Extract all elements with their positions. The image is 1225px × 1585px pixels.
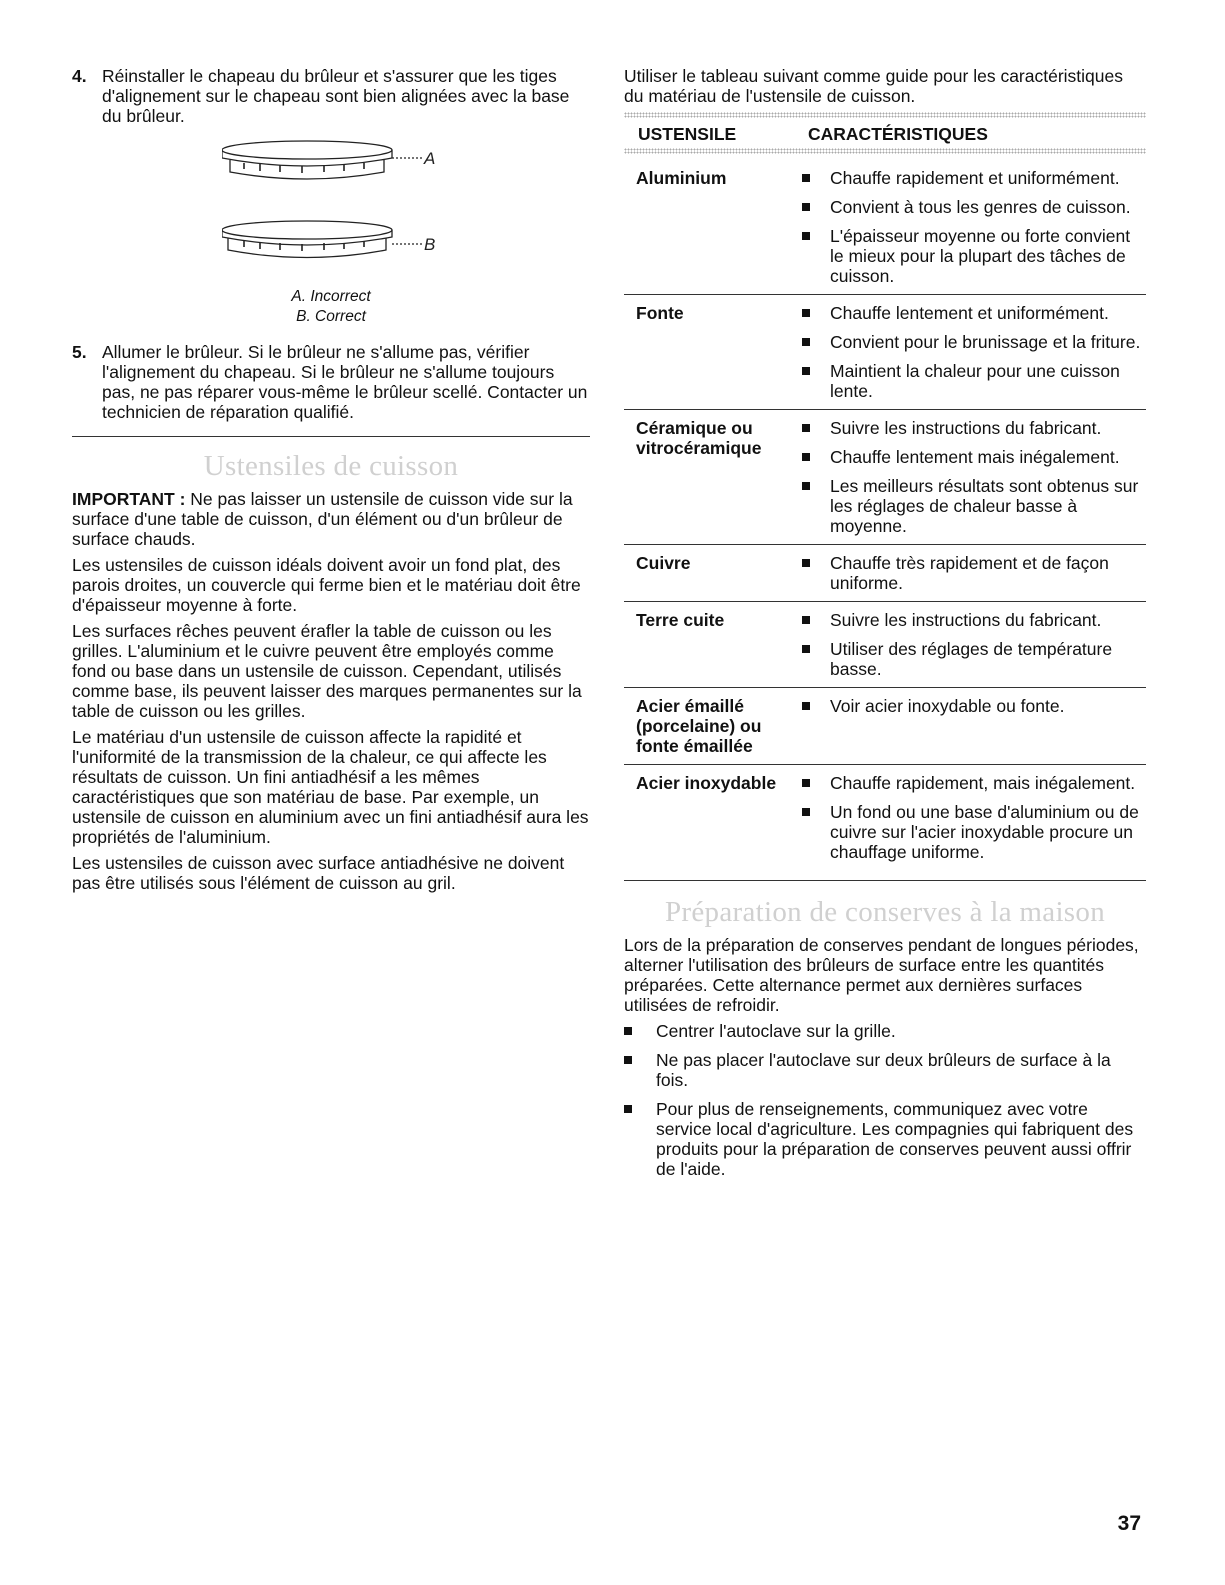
dotted-rule <box>624 148 1146 154</box>
table-intro: Utiliser le tableau suivant comme guide pour les caractéristiques du matériau de l'ustensile de cuisson. <box>624 66 1123 106</box>
bullet-icon <box>624 1027 632 1035</box>
left-column <box>72 66 590 899</box>
step-number: 5. <box>72 342 87 362</box>
table-row <box>624 295 1146 410</box>
canning-intro: Lors de la préparation de conserves pendant de longues périodes, alterner l'utilisation des brûleurs de surface entre les quantités préparées. Cette alternance permet aux dernières surfaces utilisées de refroidir. <box>624 935 1139 1015</box>
bullet-text: Convient à tous les genres de cuisson. <box>830 197 1131 217</box>
bullet-text: Pour plus de renseignements, communiquez avec votre service local d'agriculture. Les compagnies qui fabriquent des produits pour la préparation de conserves peuvent aussi offrir de l'aide. <box>656 1099 1134 1179</box>
cookware-section-title: Ustensiles de cuisson <box>203 450 459 482</box>
paragraph: Les ustensiles de cuisson avec surface antiadhésive ne doivent pas être utilisés sous l'élément de cuisson au gril. <box>72 853 565 893</box>
step-text: Allumer le brûleur. Si le brûleur ne s'allume pas, vérifier l'alignement du chapeau. Si le brûleur ne s'allume toujours pas, ne pas réparer vous-même le brûleur scellé. Contacter un technicien de réparation qualifié. <box>102 342 588 422</box>
step-4 <box>72 66 590 126</box>
table-row <box>624 765 1146 881</box>
bullet-icon <box>802 559 810 567</box>
list-item <box>796 696 1146 716</box>
material-name: Aluminium <box>636 168 727 188</box>
bullet-text: Convient pour le brunissage et la friture. <box>830 332 1141 352</box>
section-divider <box>72 436 590 437</box>
bullet-text: Ne pas placer l'autoclave sur deux brûleurs de surface à la fois. <box>656 1050 1111 1090</box>
material-name: Cuivre <box>636 553 691 573</box>
bullet-icon <box>802 232 810 240</box>
list-item <box>624 1099 1146 1179</box>
label-b: B <box>424 235 436 254</box>
bullet-text: Les meilleurs résultats sont obtenus sur les réglages de chaleur basse à moyenne. <box>830 476 1139 536</box>
bullet-icon <box>802 482 810 490</box>
characteristics <box>796 303 1146 401</box>
bullet-text: Chauffe lentement et uniformément. <box>830 303 1109 323</box>
bullet-icon <box>802 808 810 816</box>
bullet-text: L'épaisseur moyenne ou forte convient le mieux pour la plupart des tâches de cuisson. <box>830 226 1131 286</box>
material-name: Acier inoxydable <box>636 773 777 793</box>
bullet-text: Chauffe très rapidement et de façon uniforme. <box>830 553 1109 593</box>
list-item <box>796 639 1146 679</box>
characteristics <box>796 610 1146 679</box>
list-item <box>796 197 1146 217</box>
bullet-icon <box>802 779 810 787</box>
burner-cap-diagram <box>222 138 522 288</box>
list-item <box>796 332 1146 352</box>
caption-b: B. Correct <box>296 308 366 325</box>
dotted-rule <box>624 112 1146 118</box>
material-name: Acier émaillé (porcelaine) ou fonte émaillée <box>636 696 762 756</box>
list-item <box>624 1021 1146 1041</box>
canning-list <box>624 1021 1146 1179</box>
bullet-icon <box>802 338 810 346</box>
bullet-icon <box>802 203 810 211</box>
bullet-text: Suivre les instructions du fabricant. <box>830 418 1102 438</box>
caption-a: A. Incorrect <box>291 288 371 305</box>
bullet-icon <box>802 702 810 710</box>
paragraph: Les ustensiles de cuisson idéals doivent avoir un fond plat, des parois droites, un couvercle qui ferme bien et le matériau doit être d'épaisseur moyenne à forte. <box>72 555 581 615</box>
header-utensil: USTENSILE <box>638 124 737 144</box>
characteristics <box>796 696 1146 756</box>
characteristics <box>796 418 1146 536</box>
list-item <box>796 610 1146 630</box>
right-column <box>624 66 1146 1188</box>
table-row <box>624 410 1146 545</box>
burner-cap-figure <box>72 132 590 342</box>
list-item <box>796 303 1146 323</box>
bullet-text: Utiliser des réglages de température basse. <box>830 639 1113 679</box>
page-number: 37 <box>1117 1512 1141 1535</box>
table-row <box>624 688 1146 765</box>
bullet-icon <box>802 616 810 624</box>
list-item <box>796 447 1146 467</box>
list-item <box>624 1050 1146 1090</box>
material-name: Céramique ou vitrocéramique <box>636 418 762 458</box>
characteristics <box>796 773 1146 862</box>
bullet-text: Centrer l'autoclave sur la grille. <box>656 1021 896 1041</box>
paragraph: Le matériau d'un ustensile de cuisson affecte la rapidité et l'uniformité de la transmission de la chaleur, ce qui affecte les résultats de cuisson. Un fini antiadhésif a les mêmes caractéristiques que son matériau de base. Par exemple, un ustensile de cuisson en aluminium avec un fini antiadhésif aura les propriétés de l'aluminium. <box>72 727 589 847</box>
list-item <box>796 226 1146 286</box>
material-name: Terre cuite <box>636 610 725 630</box>
important-text: Ne pas laisser un ustensile de cuisson vide sur la surface d'une table de cuisson, d'un élément ou d'un brûleur de surface chauds. <box>72 489 573 549</box>
list-item <box>796 553 1146 593</box>
bullet-icon <box>802 453 810 461</box>
list-item <box>796 418 1146 438</box>
step-5 <box>72 342 590 422</box>
step-text: Réinstaller le chapeau du brûleur et s'assurer que les tiges d'alignement sur le chapeau sont bien alignées avec la base du brûleur. <box>102 66 570 126</box>
table-header <box>624 124 1146 144</box>
header-characteristics: CARACTÉRISTIQUES <box>808 124 988 144</box>
paragraph: Les surfaces rêches peuvent érafler la table de cuisson ou les grilles. L'aluminium et le cuivre peuvent être employés comme fond ou base dans un ustensile de cuisson. Cependant, utilisés comme base, ils peuvent laisser des marques permanentes sur la table de cuisson ou les grilles. <box>72 621 582 721</box>
bullet-text: Voir acier inoxydable ou fonte. <box>830 696 1065 716</box>
bullet-icon <box>802 309 810 317</box>
burner-incorrect <box>222 141 422 179</box>
bullet-text: Suivre les instructions du fabricant. <box>830 610 1102 630</box>
material-name: Fonte <box>636 303 684 323</box>
burner-correct <box>222 221 422 258</box>
label-a: A <box>424 149 436 168</box>
bullet-text: Un fond ou une base d'aluminium ou de cuivre sur l'acier inoxydable procure un chauffage uniforme. <box>830 802 1139 862</box>
bullet-text: Chauffe lentement mais inégalement. <box>830 447 1120 467</box>
canning-section-title: Préparation de conserves à la maison <box>664 896 1105 928</box>
bullet-icon <box>624 1056 632 1064</box>
bullet-icon <box>802 424 810 432</box>
bullet-icon <box>624 1105 632 1113</box>
bullet-text: Chauffe rapidement et uniformément. <box>830 168 1120 188</box>
important-note <box>72 489 590 549</box>
important-label: IMPORTANT : <box>72 489 186 509</box>
table-row <box>624 545 1146 602</box>
bullet-icon <box>802 367 810 375</box>
step-number: 4. <box>72 66 87 86</box>
list-item <box>796 361 1146 401</box>
characteristics <box>796 553 1146 593</box>
list-item <box>796 476 1146 536</box>
list-item <box>796 168 1146 188</box>
list-item <box>796 802 1146 862</box>
bullet-text: Maintient la chaleur pour une cuisson lente. <box>830 361 1120 401</box>
list-item <box>796 773 1146 793</box>
table-row <box>624 602 1146 688</box>
bullet-icon <box>802 645 810 653</box>
bullet-icon <box>802 174 810 182</box>
bullet-text: Chauffe rapidement, mais inégalement. <box>830 773 1136 793</box>
characteristics <box>796 168 1146 286</box>
table-row <box>624 160 1146 295</box>
